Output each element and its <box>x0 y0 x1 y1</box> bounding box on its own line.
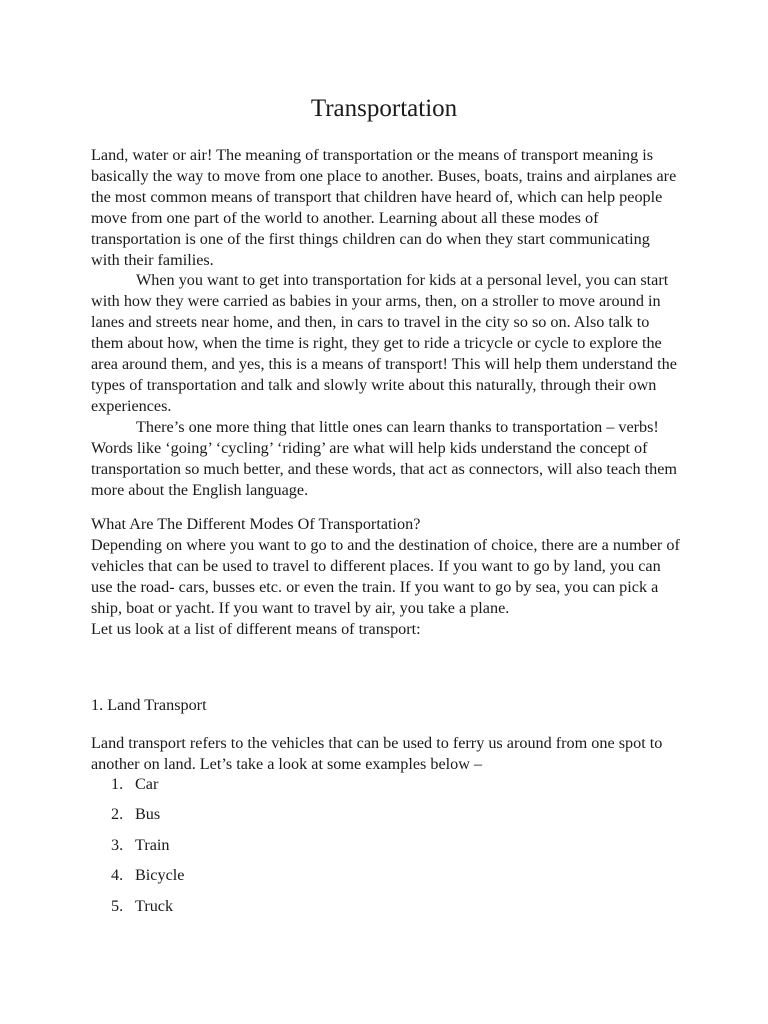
modes-paragraph: Depending on where you want to go to and the destination of choice, there are a number of vehicles that can be used to travel to different places. If you want to go by land, you can use the road- cars, busses etc. or even the train. If you want to go by sea, you can pick a ship, boat or yacht. If you want to travel by air, you take a plane. <box>91 535 680 617</box>
list-item-label: Bus <box>135 805 161 824</box>
list-item-label: Truck <box>135 896 174 915</box>
land-transport-list <box>111 774 184 926</box>
modes-section <box>91 514 681 639</box>
land-transport-paragraph: Land transport refers to the vehicles that can be used to ferry us around from one spot to another on land. Let’s take a look at some examples below – <box>91 734 663 773</box>
intro-section <box>91 145 681 500</box>
list-item-number: 4. <box>111 866 124 885</box>
modes-list-intro: Let us look at a list of different means of transport: <box>91 619 421 638</box>
land-transport-heading: 1. Land Transport <box>91 696 207 714</box>
list-item-number: 5. <box>111 896 124 915</box>
list-item <box>111 865 184 895</box>
paragraph-personal-level: When you want to get into transportation for kids at a personal level, you can start with how they were carried as babies in your arms, then, on a stroller to move around in lanes and streets near home, and then, in cars to travel in the city so so on. Also talk to them about how, when the time is right, they get to ride a tricycle or cycle to explore the area around them, and yes, this is a means of transport! This will help them understand the types of transportation and talk and slowly write about this naturally, through their own experiences. <box>91 271 677 415</box>
list-item-label: Train <box>135 835 170 854</box>
land-transport-heading-block <box>91 695 681 716</box>
page-title: Transportation <box>310 95 458 122</box>
list-item-label: Car <box>135 775 159 793</box>
paragraph-verbs: There’s one more thing that little ones can learn thanks to transportation – verbs! Words like ‘going’ ‘cycling’ ‘riding’ are what will help kids understand the concept of transportation so much better, and these words, that act as connectors, will also teach them more about the English language. <box>91 417 677 499</box>
list-item <box>111 835 184 865</box>
modes-heading: What Are The Different Modes Of Transportation? <box>91 515 421 533</box>
land-transport-text-block <box>91 733 681 775</box>
list-item <box>111 804 184 834</box>
list-item <box>111 774 184 804</box>
list-item <box>111 896 184 926</box>
paragraph-intro: Land, water or air! The meaning of transportation or the means of transport meaning is basically the way to move from one place to another. Buses, boats, trains and airplanes are the most common means of transport that children have heard of, which can help people move from one part of the world to another. Learning about all these modes of transportation is one of the first things children can do when they start communicating with their families. <box>91 146 677 269</box>
list-item-number: 3. <box>111 835 124 854</box>
list-item-number: 1. <box>111 775 124 793</box>
list-item-label: Bicycle <box>135 866 185 885</box>
list-item-number: 2. <box>111 805 124 824</box>
